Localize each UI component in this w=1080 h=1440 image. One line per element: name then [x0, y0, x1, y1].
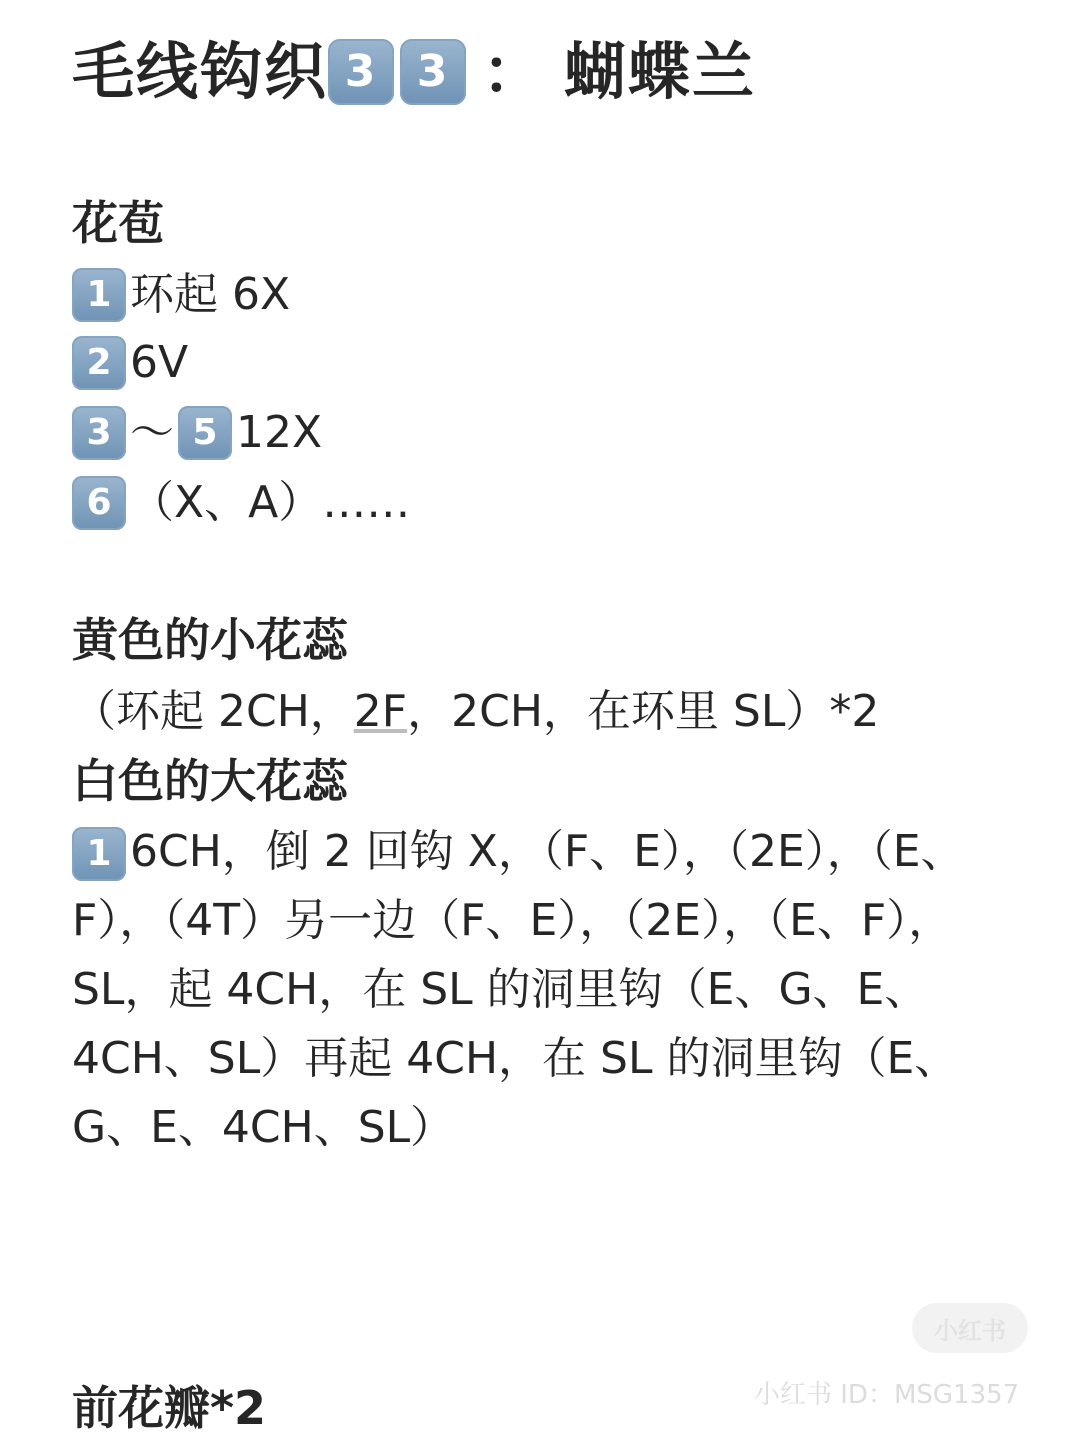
title-separator: ： — [482, 35, 547, 108]
keycap-3-icon: 3 — [400, 39, 466, 105]
keycap-5-icon: 5 — [178, 406, 232, 460]
white-stamen-heading: 白色的大花蕊 — [72, 754, 348, 808]
page-title — [72, 32, 756, 112]
watermark-logo: 小红书 — [912, 1303, 1028, 1353]
bud-row-text: （X、A）…… — [130, 477, 411, 528]
keycap-3-icon: 3 — [72, 406, 126, 460]
bud-row-3 — [72, 402, 322, 464]
title-name: 蝴蝶兰 — [564, 35, 757, 108]
keycap-1-icon: 1 — [72, 827, 126, 881]
bud-row-6 — [72, 472, 410, 534]
bud-row-1 — [72, 264, 290, 326]
bud-row-tilde: ～ — [130, 407, 174, 458]
keycap-2-icon: 2 — [72, 336, 126, 390]
white-stamen-body: 6CH，倒 2 回钩 X，（F、E），（2E），（E、F），（4T）另一边（F、E），（2E），（E、F），SL，起 4CH，在 SL 的洞里钩（E、G、E、4CH、SL）再起 4CH，在 SL 的洞里钩（E、G、E、4CH、SL） — [72, 826, 965, 1153]
yellow-stamen-line — [72, 681, 879, 743]
bud-heading: 花苞 — [72, 196, 164, 250]
keycap-6-icon: 6 — [72, 476, 126, 530]
bud-row-text: 12X — [236, 407, 323, 458]
yellow-stamen-post: ，2CH，在环里 SL）*2 — [407, 686, 880, 737]
title-prefix: 毛线钩织 — [72, 35, 329, 108]
yellow-stamen-underlined: 2F — [353, 686, 408, 737]
bud-row-text: 6V — [130, 337, 189, 388]
watermark-id: 小红书 ID：MSG1357 — [754, 1380, 1020, 1410]
keycap-3-icon: 3 — [328, 39, 394, 105]
yellow-stamen-pre: （环起 2CH， — [72, 686, 354, 737]
bud-row-text: 环起 6X — [130, 269, 291, 320]
white-stamen-text — [72, 817, 1012, 1162]
bud-row-2 — [72, 332, 188, 394]
keycap-1-icon: 1 — [72, 268, 126, 322]
yellow-stamen-heading: 黄色的小花蕊 — [72, 613, 348, 667]
front-petal-heading: 前花瓣*2 — [72, 1381, 267, 1435]
